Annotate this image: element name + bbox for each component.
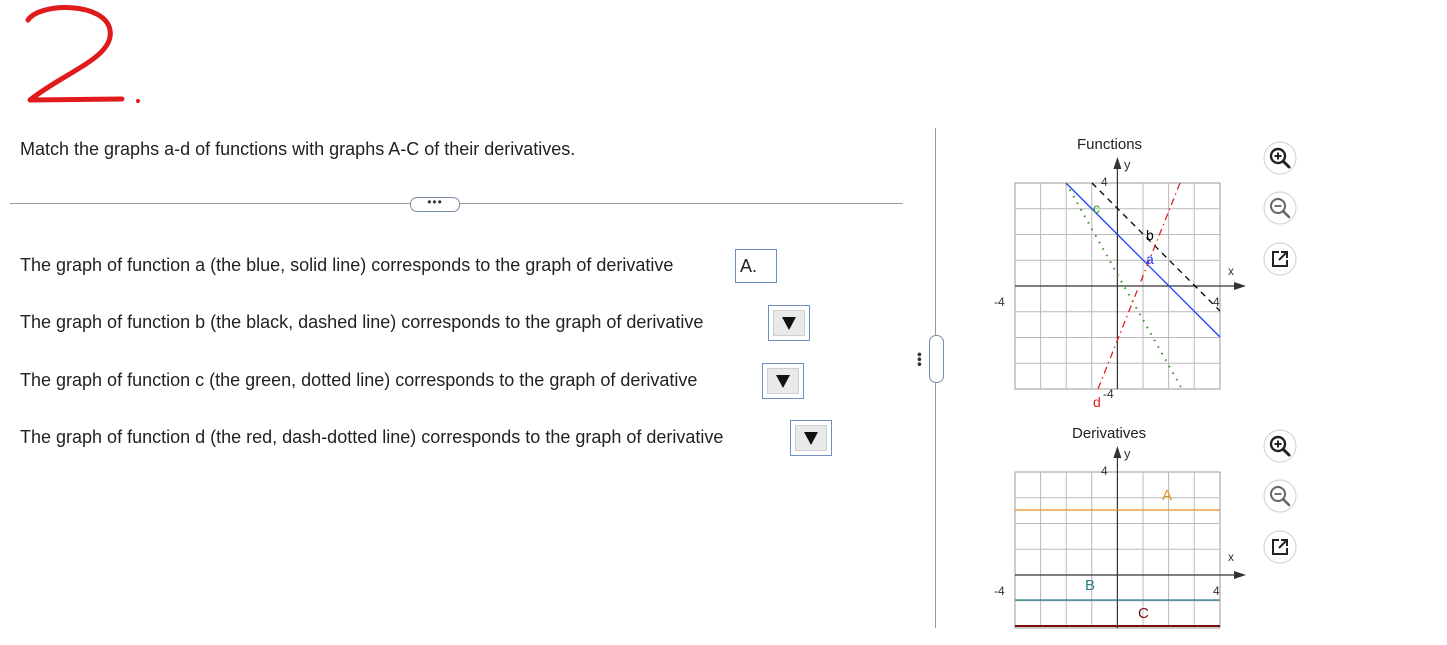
curve-b bbox=[1092, 183, 1220, 311]
zoom-out-icon[interactable] bbox=[1263, 191, 1297, 225]
curve-label-C: C bbox=[1138, 605, 1149, 622]
x-axis-arrow-icon bbox=[1234, 571, 1246, 579]
curve-label-a: a bbox=[1146, 251, 1154, 267]
y-axis-label: y bbox=[1124, 157, 1131, 172]
y-axis-arrow-icon bbox=[1113, 157, 1121, 169]
external-link-icon[interactable] bbox=[1263, 242, 1297, 276]
zoom-in-icon[interactable] bbox=[1263, 141, 1297, 175]
curve-label-A: A bbox=[1162, 487, 1173, 504]
question-text: Match the graphs a-d of functions with graphs A-C of their derivatives. bbox=[20, 139, 576, 159]
curve-label-c: c bbox=[1093, 200, 1100, 216]
derivatives-graph-title: Derivatives bbox=[1072, 425, 1147, 442]
row-function-d-text: The graph of function d (the red, dash-dotted line) corresponds to the graph of derivative bbox=[20, 427, 724, 447]
x-tick-pos: 4 bbox=[1213, 295, 1220, 309]
curve-label-B: B bbox=[1085, 577, 1096, 594]
y-axis-label: y bbox=[1124, 446, 1131, 461]
functions-graph-title: Functions bbox=[1077, 136, 1143, 153]
x-tick-pos: 4 bbox=[1213, 584, 1220, 598]
y-axis-arrow-icon bbox=[1113, 446, 1121, 458]
show-more-button[interactable]: ••• bbox=[410, 197, 460, 212]
y-tick-neg: -4 bbox=[1103, 387, 1114, 401]
zoom-in-icon[interactable] bbox=[1263, 429, 1297, 463]
row-function-c-text: The graph of function c (the green, dotted line) corresponds to the graph of derivative bbox=[20, 370, 698, 390]
x-tick-neg: -4 bbox=[994, 295, 1005, 309]
answer-c-dropdown[interactable] bbox=[762, 363, 804, 399]
answer-a-field[interactable]: A. bbox=[735, 249, 777, 283]
x-tick-neg: -4 bbox=[994, 584, 1005, 598]
dropdown-arrow-icon bbox=[804, 432, 818, 445]
dropdown-arrow-icon bbox=[776, 375, 790, 388]
x-axis-label: x bbox=[1228, 550, 1234, 564]
answer-b-dropdown[interactable] bbox=[768, 305, 810, 341]
derivatives-graph bbox=[994, 444, 1260, 644]
curve-label-b: b bbox=[1146, 227, 1154, 243]
zoom-out-icon[interactable] bbox=[1263, 479, 1297, 513]
dropdown-arrow-icon bbox=[782, 317, 796, 330]
y-tick-pos: 4 bbox=[1101, 464, 1108, 478]
row-function-a-text: The graph of function a (the blue, solid line) corresponds to the graph of derivative bbox=[20, 255, 674, 275]
answer-d-dropdown[interactable] bbox=[790, 420, 832, 456]
y-tick-pos: 4 bbox=[1101, 175, 1108, 189]
x-axis-label: x bbox=[1228, 264, 1234, 278]
curve-label-d: d bbox=[1093, 394, 1101, 410]
x-axis-arrow-icon bbox=[1234, 282, 1246, 290]
functions-graph bbox=[994, 155, 1260, 415]
splitter-handle[interactable]: ••• bbox=[929, 335, 944, 383]
row-function-b-text: The graph of function b (the black, dashed line) corresponds to the graph of derivative bbox=[20, 312, 704, 332]
handwritten-annotation bbox=[10, 2, 150, 112]
external-link-icon[interactable] bbox=[1263, 530, 1297, 564]
